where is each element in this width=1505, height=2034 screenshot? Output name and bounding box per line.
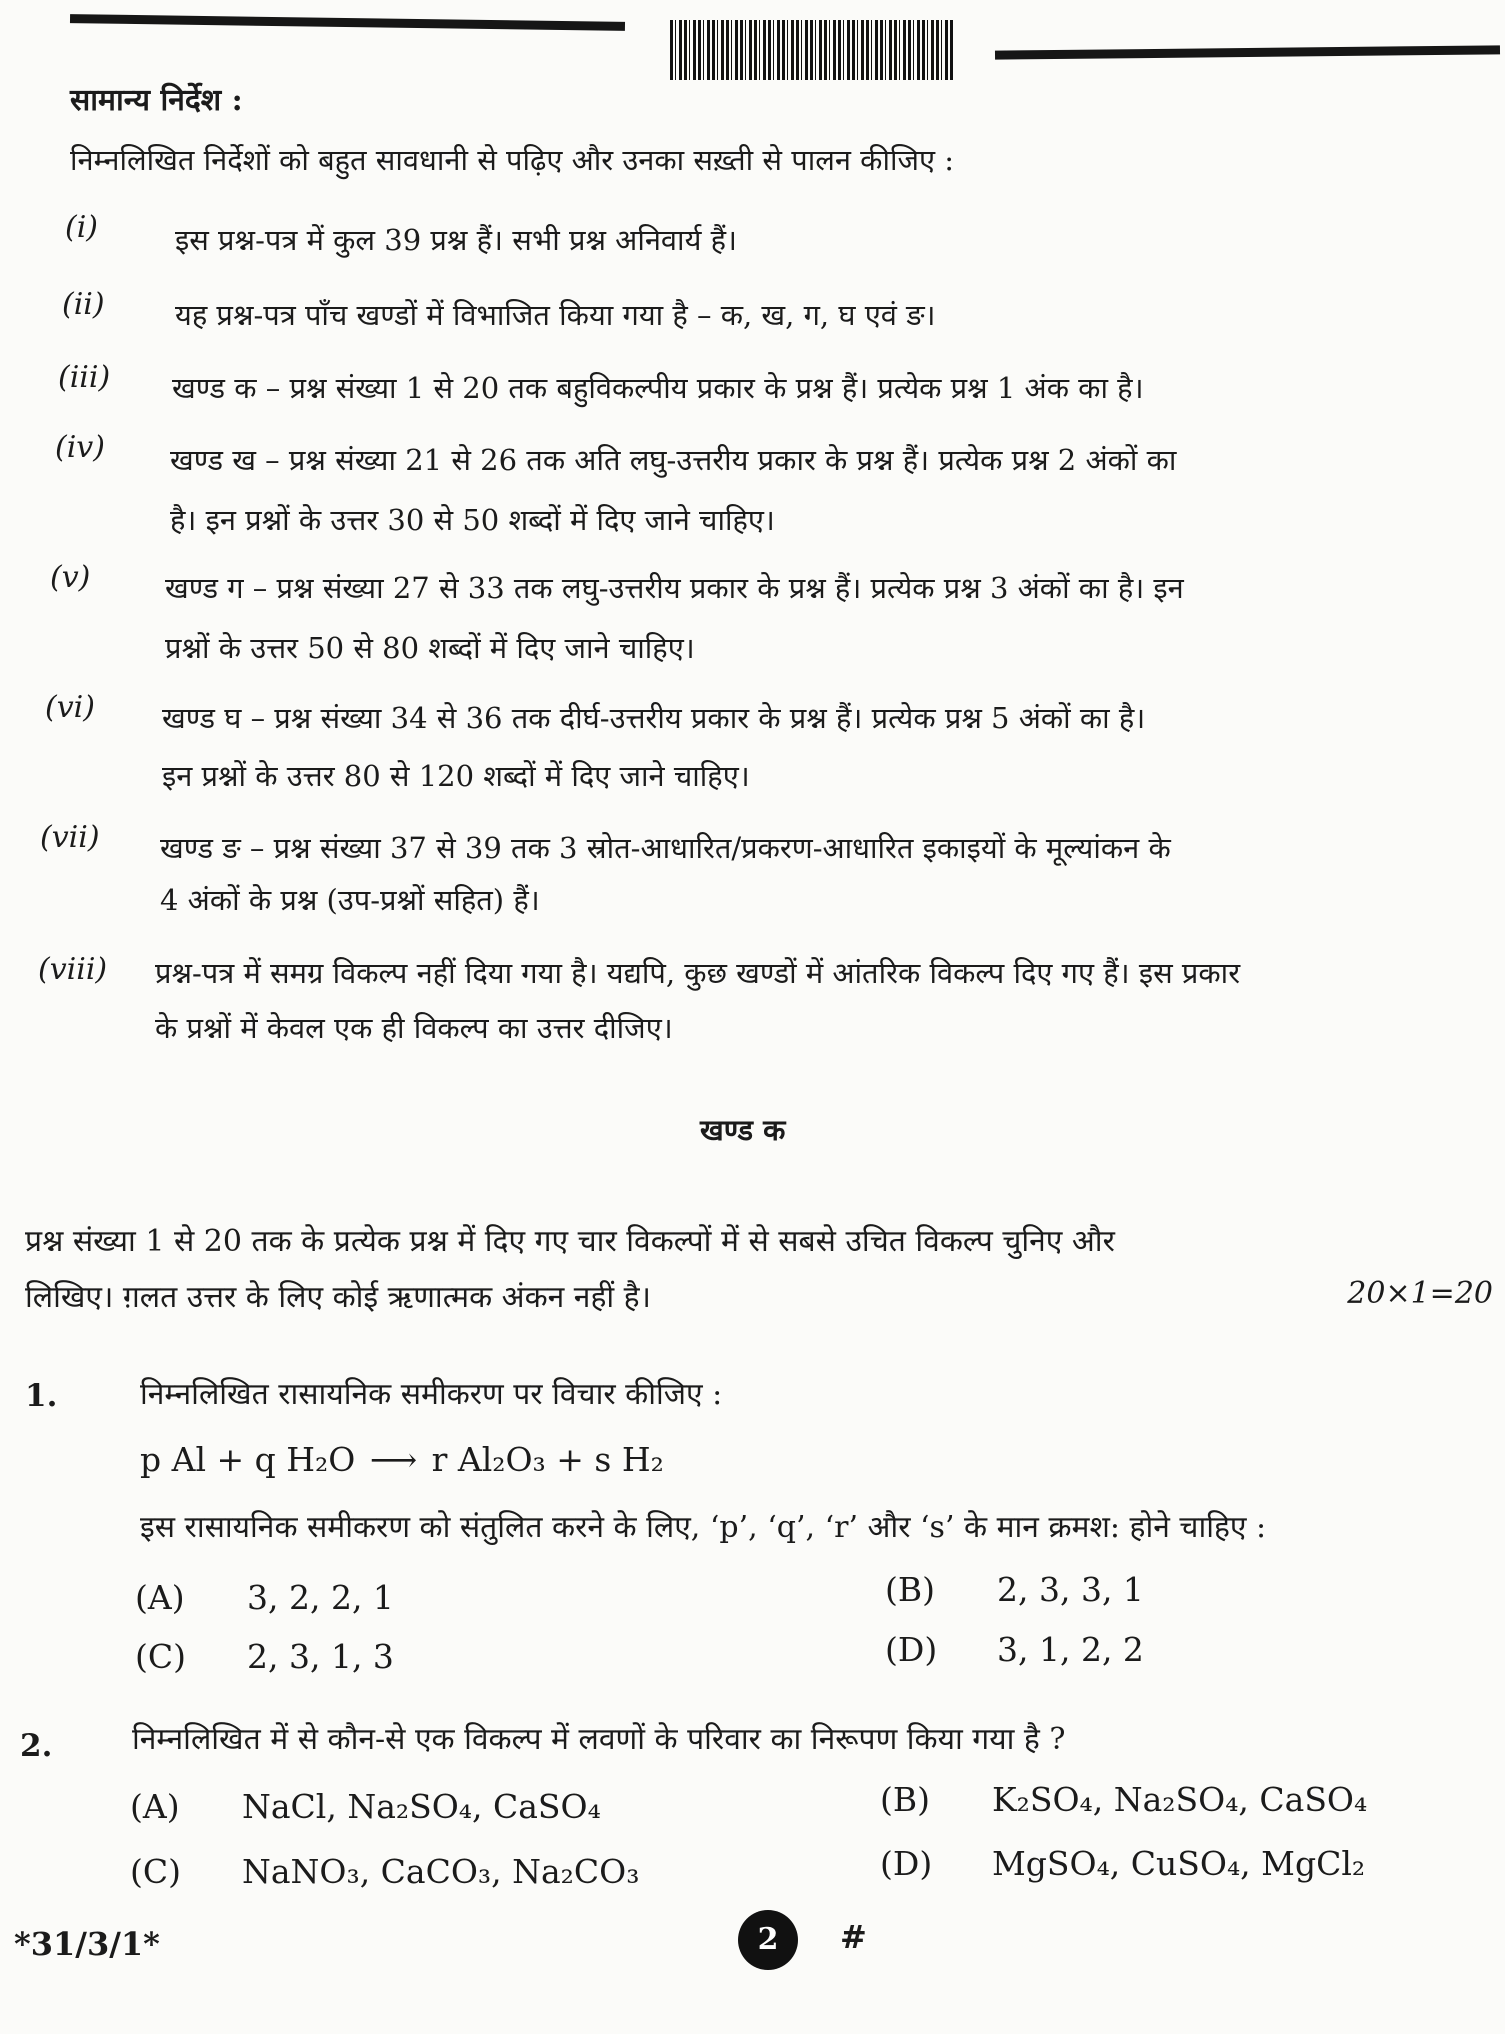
equation-lhs: p Al + q H₂O bbox=[140, 1440, 356, 1479]
page-number: 2 bbox=[738, 1910, 798, 1970]
instruction-text: खण्ड ग – प्रश्न संख्या 27 से 33 तक लघु-उत्तरीय प्रकार के प्रश्न हैं। प्रत्येक प्रश्न 3 अंकों का है। इन bbox=[165, 571, 1184, 605]
option-value: NaCl, Na₂SO₄, CaSO₄ bbox=[242, 1787, 601, 1826]
instruction-text-cont: के प्रश्नों में केवल एक ही विकल्प का उत्तर दीजिए। bbox=[155, 1011, 673, 1045]
instructions-heading: सामान्य निर्देश : bbox=[70, 83, 243, 118]
section-intro-cont: लिखिए। ग़लत उत्तर के लिए कोई ऋणात्मक अंकन नहीं है। bbox=[25, 1280, 651, 1315]
option-a[interactable] bbox=[130, 1787, 601, 1826]
option-value: 3, 1, 2, 2 bbox=[997, 1630, 1144, 1669]
option-value: 3, 2, 2, 1 bbox=[247, 1578, 394, 1617]
instruction-text-cont: प्रश्नों के उत्तर 50 से 80 शब्दों में दिए जाने चाहिए। bbox=[165, 631, 695, 665]
option-label: (D) bbox=[880, 1844, 933, 1883]
instruction-text-cont: इन प्रश्नों के उत्तर 80 से 120 शब्दों में दिए जाने चाहिए। bbox=[162, 759, 750, 793]
option-value: K₂SO₄, Na₂SO₄, CaSO₄ bbox=[992, 1780, 1368, 1819]
option-b[interactable] bbox=[880, 1780, 1367, 1819]
paper-code: *31/3/1* bbox=[14, 1925, 160, 1963]
section-intro: प्रश्न संख्या 1 से 20 तक के प्रत्येक प्रश्न में दिए गए चार विकल्पों में से सबसे उचित विकल्प चुनिए और bbox=[25, 1224, 1115, 1259]
header-bar-left bbox=[70, 14, 625, 31]
option-value: 2, 3, 1, 3 bbox=[247, 1637, 394, 1676]
instruction-text: यह प्रश्न-पत्र पाँच खण्डों में विभाजित किया गया है – क, ख, ग, घ एवं ङ। bbox=[175, 298, 936, 332]
instruction-num: (iv) bbox=[55, 430, 105, 465]
instruction-text: इस प्रश्न-पत्र में कुल 39 प्रश्न हैं। सभी प्रश्न अनिवार्य हैं। bbox=[175, 223, 737, 257]
chemical-equation bbox=[140, 1440, 664, 1479]
question-number: 2. bbox=[20, 1728, 53, 1764]
section-marks: 20×1=20 bbox=[1347, 1276, 1493, 1311]
hash-mark: # bbox=[840, 1918, 867, 1956]
instruction-num: (ii) bbox=[62, 287, 105, 322]
question-text: निम्नलिखित में से कौन-से एक विकल्प में लवणों के परिवार का निरूपण किया गया है ? bbox=[132, 1722, 1066, 1757]
option-c[interactable] bbox=[130, 1852, 639, 1891]
instruction-text: प्रश्न-पत्र में समग्र विकल्प नहीं दिया गया है। यद्यपि, कुछ खण्डों में आंतरिक विकल्प दिए गए हैं। इस प्रकार bbox=[155, 956, 1241, 990]
header-bar-right bbox=[995, 45, 1500, 59]
section-title: खण्ड क bbox=[700, 1113, 786, 1147]
option-label: (A) bbox=[135, 1578, 185, 1617]
option-label: (B) bbox=[880, 1780, 930, 1819]
instruction-text-cont: है। इन प्रश्नों के उत्तर 30 से 50 शब्दों में दिए जाने चाहिए। bbox=[170, 503, 775, 537]
option-a[interactable] bbox=[135, 1578, 394, 1617]
option-label: (C) bbox=[130, 1852, 181, 1891]
instruction-num: (vi) bbox=[45, 690, 95, 725]
instruction-num: (viii) bbox=[38, 952, 108, 987]
barcode bbox=[670, 20, 955, 80]
option-label: (D) bbox=[885, 1630, 938, 1669]
option-value: 2, 3, 3, 1 bbox=[997, 1570, 1144, 1609]
instructions-intro: निम्नलिखित निर्देशों को बहुत सावधानी से पढ़िए और उनका सख़्ती से पालन कीजिए : bbox=[70, 143, 955, 177]
instruction-text-cont: 4 अंकों के प्रश्न (उप-प्रश्नों सहित) हैं। bbox=[160, 883, 540, 917]
instruction-num: (v) bbox=[50, 560, 91, 595]
option-d[interactable] bbox=[885, 1630, 1144, 1669]
option-value: NaNO₃, CaCO₃, Na₂CO₃ bbox=[242, 1852, 640, 1891]
option-c[interactable] bbox=[135, 1637, 394, 1676]
option-label: (C) bbox=[135, 1637, 186, 1676]
equation-arrow: ⟶ bbox=[369, 1440, 418, 1479]
option-value: MgSO₄, CuSO₄, MgCl₂ bbox=[992, 1844, 1366, 1883]
option-b[interactable] bbox=[885, 1570, 1144, 1609]
option-label: (A) bbox=[130, 1787, 180, 1826]
option-label: (B) bbox=[885, 1570, 935, 1609]
question-text-cont: इस रासायनिक समीकरण को संतुलित करने के लिए, ‘p’, ‘q’, ‘r’ और ‘s’ के मान क्रमश: होने चाहिए : bbox=[140, 1510, 1267, 1545]
question-number: 1. bbox=[25, 1378, 58, 1414]
instruction-text: खण्ड ङ – प्रश्न संख्या 37 से 39 तक 3 स्रोत-आधारित/प्रकरण-आधारित इकाइयों के मूल्यांकन के bbox=[160, 831, 1171, 865]
instruction-text: खण्ड ख – प्रश्न संख्या 21 से 26 तक अति लघु-उत्तरीय प्रकार के प्रश्न हैं। प्रत्येक प्रश्न 2 अंकों का bbox=[170, 443, 1177, 477]
instruction-num: (iii) bbox=[58, 360, 111, 395]
instruction-num: (vii) bbox=[40, 820, 100, 855]
instruction-num: (i) bbox=[65, 210, 99, 245]
option-d[interactable] bbox=[880, 1844, 1365, 1883]
equation-rhs: r Al₂O₃ + s H₂ bbox=[431, 1440, 664, 1479]
instruction-text: खण्ड क – प्रश्न संख्या 1 से 20 तक बहुविकल्पीय प्रकार के प्रश्न हैं। प्रत्येक प्रश्न 1 अंक का है। bbox=[172, 371, 1144, 405]
question-text: निम्नलिखित रासायनिक समीकरण पर विचार कीजिए : bbox=[140, 1377, 723, 1412]
instruction-text: खण्ड घ – प्रश्न संख्या 34 से 36 तक दीर्घ-उत्तरीय प्रकार के प्रश्न हैं। प्रत्येक प्रश्न 5 अंकों का है। bbox=[162, 701, 1146, 735]
